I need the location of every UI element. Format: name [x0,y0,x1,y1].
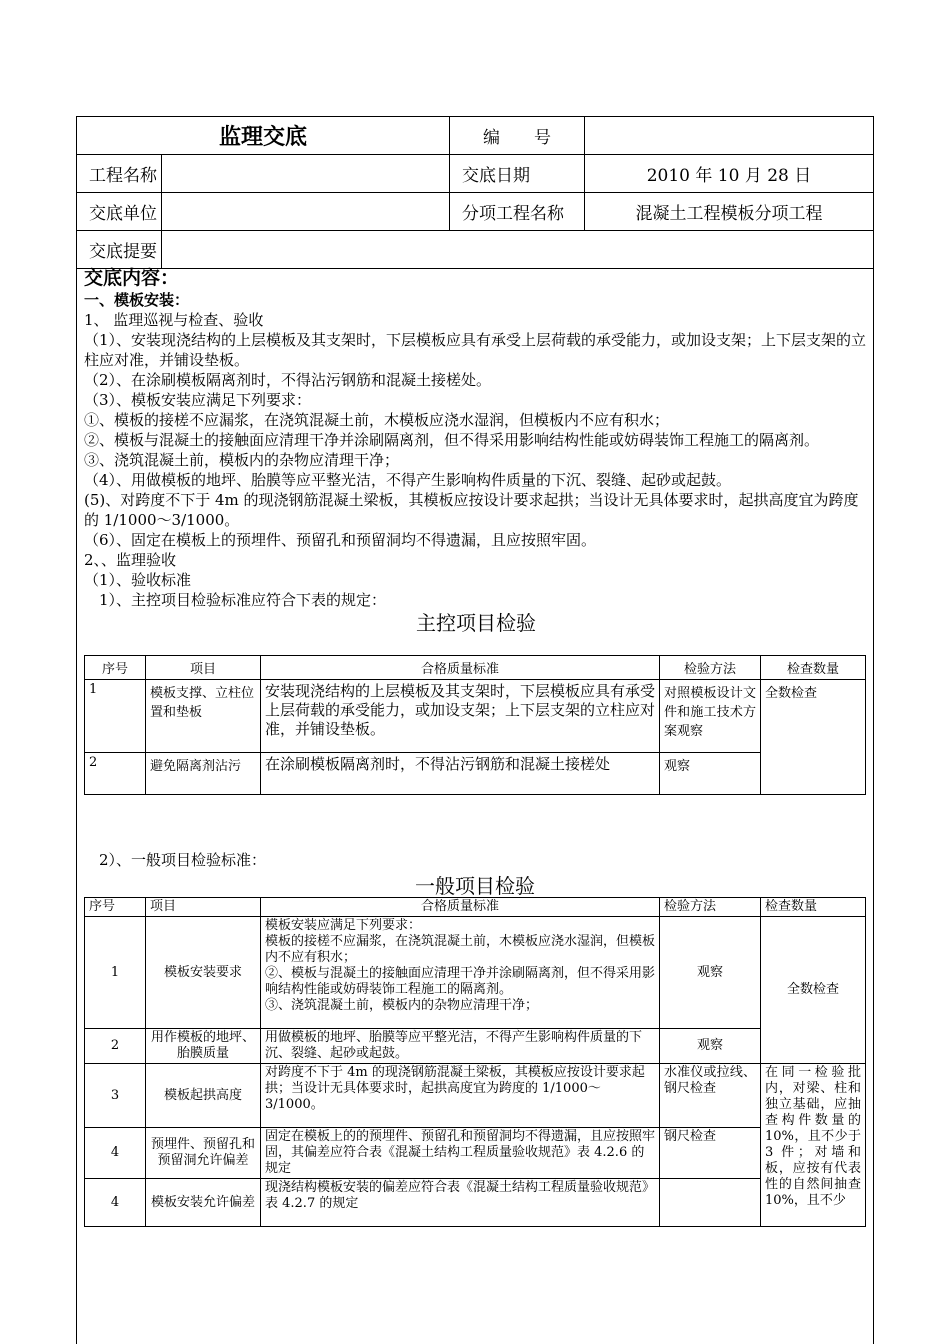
table2-title: 一般项目检验 [415,874,535,898]
table-cell: 在同一检验批内，对梁、柱和独立基础，应抽查构件数量的 10%，且不少于 3 件；对墙和板，应按有代表性的自然间抽查 10%，且不少 [761,1064,866,1227]
date-value: 2010 年 10 月 28 日 [585,155,874,193]
table-cell: 在涂刷模板隔离剂时，不得沾污钢筋和混凝土接槎处 [261,753,660,795]
table-cell: 安装现浇结构的上层模板及其支架时，下层模板应具有承受上层荷载的承受能力，或加设支架；上下层支架的立柱应对准，并铺设垫板。 [261,680,660,753]
table-cell: 3 [85,1064,146,1128]
table-cell: 4 [85,1179,146,1227]
subproject-value: 混凝土工程模板分项工程 [585,193,874,231]
col-header: 序号 [85,898,146,917]
table-cell: 模板起拱高度 [146,1064,261,1128]
table-cell: 模板安装要求 [146,917,261,1029]
section-heading: 一、模板安装： [84,291,190,309]
project-name-value [162,155,450,193]
content-body [84,266,868,636]
content-line: 1）、主控项目检验标准应符合下表的规定： [84,591,387,609]
summary-value [162,231,874,269]
table-cell: 模板安装允许偏差 [146,1179,261,1227]
content-line: ③、浇筑混凝土前，模板内的杂物应清理干净； [84,451,400,469]
table-cell: 现浇结构模板安装的偏差应符合表《混凝土结构工程质量验收规范》表 4.2.7 的规定 [261,1179,660,1227]
col-header: 检验方法 [660,656,761,680]
content-title: 交底内容： [84,267,180,289]
table-cell: 全数检查 [761,680,866,795]
col-header: 项目 [146,898,261,917]
table-cell: 2 [85,753,146,795]
table-cell: 1 [85,917,146,1029]
table-cell: 钢尺检查 [660,1128,761,1179]
content-line: ①、模板的接槎不应漏浆，在浇筑混凝土前，木模板应浇水湿润，但模板内不应有积水； [84,411,670,429]
col-header: 合格质量标准 [261,898,660,917]
table1-title: 主控项目检验 [416,611,536,635]
col-header: 检验方法 [660,898,761,917]
unit-value [162,193,450,231]
content-line: （4）、用做模板的地坪、胎膜等应平整光洁，不得产生影响构件质量的下沉、裂缝、起砂或起鼓。 [84,471,732,489]
table-cell: 水准仪或拉线、钢尺检查 [660,1064,761,1128]
main-control-table [84,655,866,795]
col-header: 检查数量 [761,898,866,917]
content-line: （6）、固定在模板上的预埋件、预留孔和预留洞均不得遗漏，且应按照牢固。 [84,531,597,549]
table-cell: 固定在模板上的的预埋件、预留孔和预留洞均不得遗漏，且应按照牢固，其偏差应符合表《混凝土结构工程质量验收规范》表 4.2.6 的规定 [261,1128,660,1179]
table-cell: 1 [85,680,146,753]
content-line: （2）、在涂刷模板隔离剂时，不得沾污钢筋和混凝土接槎处。 [84,371,492,389]
doc-title: 监理交底 [77,117,450,155]
table-cell: 预埋件、预留孔和预留洞允许偏差 [146,1128,261,1179]
project-name-label: 工程名称 [77,155,162,193]
col-header: 合格质量标准 [261,656,660,680]
table-cell: 观察 [660,1029,761,1064]
content-line: （3）、模板安装应满足下列要求： [84,391,312,409]
table-cell: 对跨度不下于 4m 的现浇钢筋混凝土梁板，其模板应按设计要求起拱；当设计无具体要求时，起拱高度宜为跨度的 1/1000～3/1000。 [261,1064,660,1128]
col-header: 项目 [146,656,261,680]
general-heading: 2）、一般项目检验标准： [84,851,267,869]
number-value [585,117,874,155]
summary-label: 交底提要 [77,231,162,269]
header-table [76,116,874,269]
content-line: (5)、对跨度不下于 4m 的现浇钢筋混凝土梁板，其模板应按设计要求起拱；当设计无具体要求时，起拱高度宜为跨度的 1/1000～3/1000。 [84,491,859,529]
content-line: 1、 监理巡视与检查、验收 [84,311,264,329]
content-line: 2、、监理验收 [84,551,177,569]
table-cell: 全数检查 [761,917,866,1064]
general-table [84,897,866,1227]
subproject-label: 分项工程名称 [450,193,585,231]
table-cell [660,1179,761,1227]
col-header: 检查数量 [761,656,866,680]
content-line: ②、模板与混凝土的接触面应清理干净并涂刷隔离剂，但不得采用影响结构性能或妨碍装饰工程施工的隔离剂。 [84,431,820,449]
col-header: 序号 [85,656,146,680]
table-cell: 用作模板的地坪、胎膜质量 [146,1029,261,1064]
table-cell: 4 [85,1128,146,1179]
table-cell: 2 [85,1029,146,1064]
table-cell: 用做模板的地坪、胎膜等应平整光洁，不得产生影响构件质量的下沉、裂缝、起砂或起鼓。 [261,1029,660,1064]
unit-label: 交底单位 [77,193,162,231]
date-label: 交底日期 [450,155,585,193]
table-cell: 观察 [660,917,761,1029]
table-cell: 模板支撑、立柱位置和垫板 [146,680,261,753]
table-cell: 对照模板设计文件和施工技术方案观察 [660,680,761,753]
content-line: （1）、验收标准 [84,571,192,589]
content-line: （1）、安装现浇结构的上层模板及其支架时，下层模板应具有承受上层荷载的承受能力，或加设支架；上下层支架的立柱应对准，并铺设垫板。 [84,331,867,369]
table-cell: 观察 [660,753,761,795]
table-cell: 模板安装应满足下列要求： 模板的接槎不应漏浆，在浇筑混凝土前，木模板应浇水湿润，但模板内不应有积水； ②、模板与混凝土的接触面应清理干净并涂刷隔离剂，但不得采用影响结构性能或妨碍装饰工程施工的隔离剂。 ③、浇筑混凝土前，模板内的杂物应清理干净； [261,917,660,1029]
table-cell: 避免隔离剂沾污 [146,753,261,795]
number-label: 编 号 [450,117,585,155]
